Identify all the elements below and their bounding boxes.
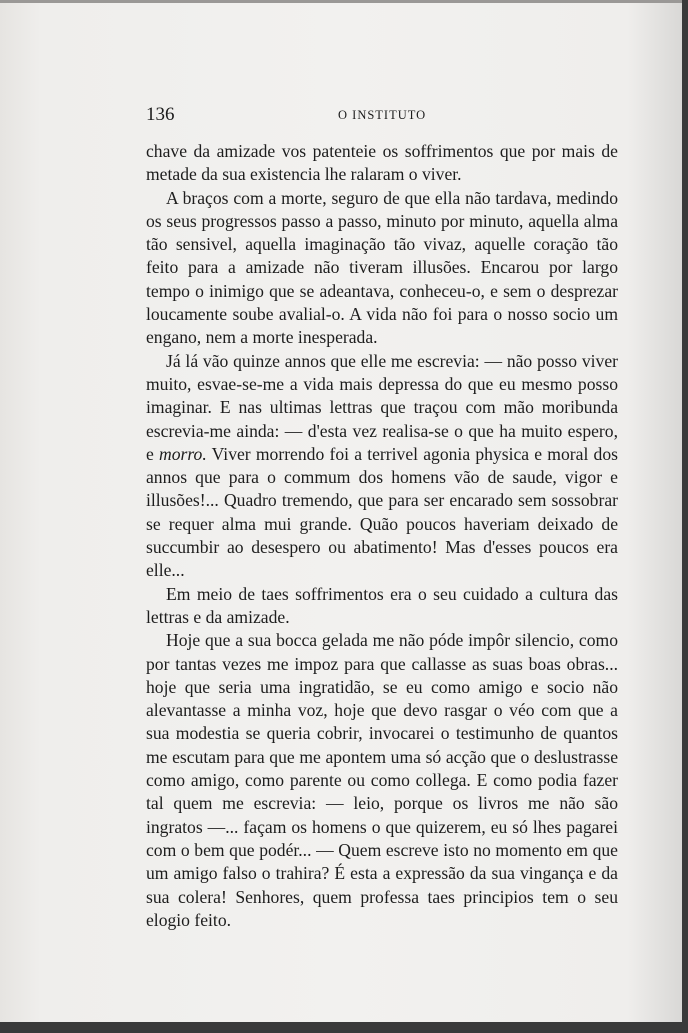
scan-bottom-border	[0, 1022, 688, 1033]
paragraph-4: Em meio de taes soffrimentos era o seu cuidado a cultura das lettras e da amizade.	[146, 583, 618, 627]
paragraph-3-text-before: Já lá vão quinze annos que elle me escrevia: — não posso viver muito, esvae-se-me a vida mais depressa do que eu mesmo posso imaginar. E nas ultimas lettras que traçou com mão moribunda escrevia-me ainda: — d'esta vez realisa-se o que ha muito espero, e	[146, 350, 618, 464]
running-title: O INSTITUTO	[338, 108, 427, 122]
paragraph-3	[146, 350, 618, 583]
page-number: 136	[146, 104, 175, 125]
page-top-edge	[0, 0, 682, 3]
paragraph-1: chave da amizade vos patenteie os soffrimentos que por mais de metade da sua existencia lhe ralaram o viver.	[146, 141, 618, 185]
page-header	[146, 104, 618, 128]
paragraph-2: A braços com a morte, seguro de que ella não tardava, medindo os seus progressos passo a passo, minuto por minuto, aquella alma tão sensivel, aquella imaginação tão vivaz, aquelle coração tão feito para a amizade não tiveram illusões. Encarou por largo tempo o inimigo que se adeantava, conheceu-o, e sem o desprezar loucamente soube avalial-o. A vida não foi para o nosso socio um engano, nem a morte inesperada.	[146, 187, 618, 348]
body-text	[146, 140, 618, 932]
paragraph-3-text-after: Viver morrendo foi a terrivel agonia physica e moral dos annos que para o commum dos homens vão de saude, vigor e illusões!... Quadro tremendo, que para ser encarado sem sossobrar se requer alma mui grande. Quão poucos haveriam deixado de succumbir ao desespero ou abatimento! Mas d'esses poucos era elle...	[146, 443, 618, 581]
scan-right-border	[682, 0, 688, 1033]
paragraph-3-italic: morro.	[159, 443, 207, 464]
paragraph-5: Hoje que a sua bocca gelada me não póde impôr silencio, como por tantas vezes me impoz para que callasse as suas boas obras... hoje que seria uma ingratidão, se eu como amigo e socio não alevantasse a minha voz, hoje que devo rasgar o véo com que a sua modestia se queria cobrir, invocarei o testimunho de quantos me escutam para que me apontem uma só acção que o deslustrasse como amigo, como parente ou como collega. E como podia fazer tal quem me escrevia: — leio, porque os livros me não são ingratos —... façam os homens o que quizerem, eu só lhes pagarei com o bem que podér... — Quem escreve isto no momento em que um amigo falso o trahira? É esta a expressão da sua vingança e da sua colera! Senhores, quem professa taes principios tem o seu elogio feito.	[146, 630, 618, 930]
